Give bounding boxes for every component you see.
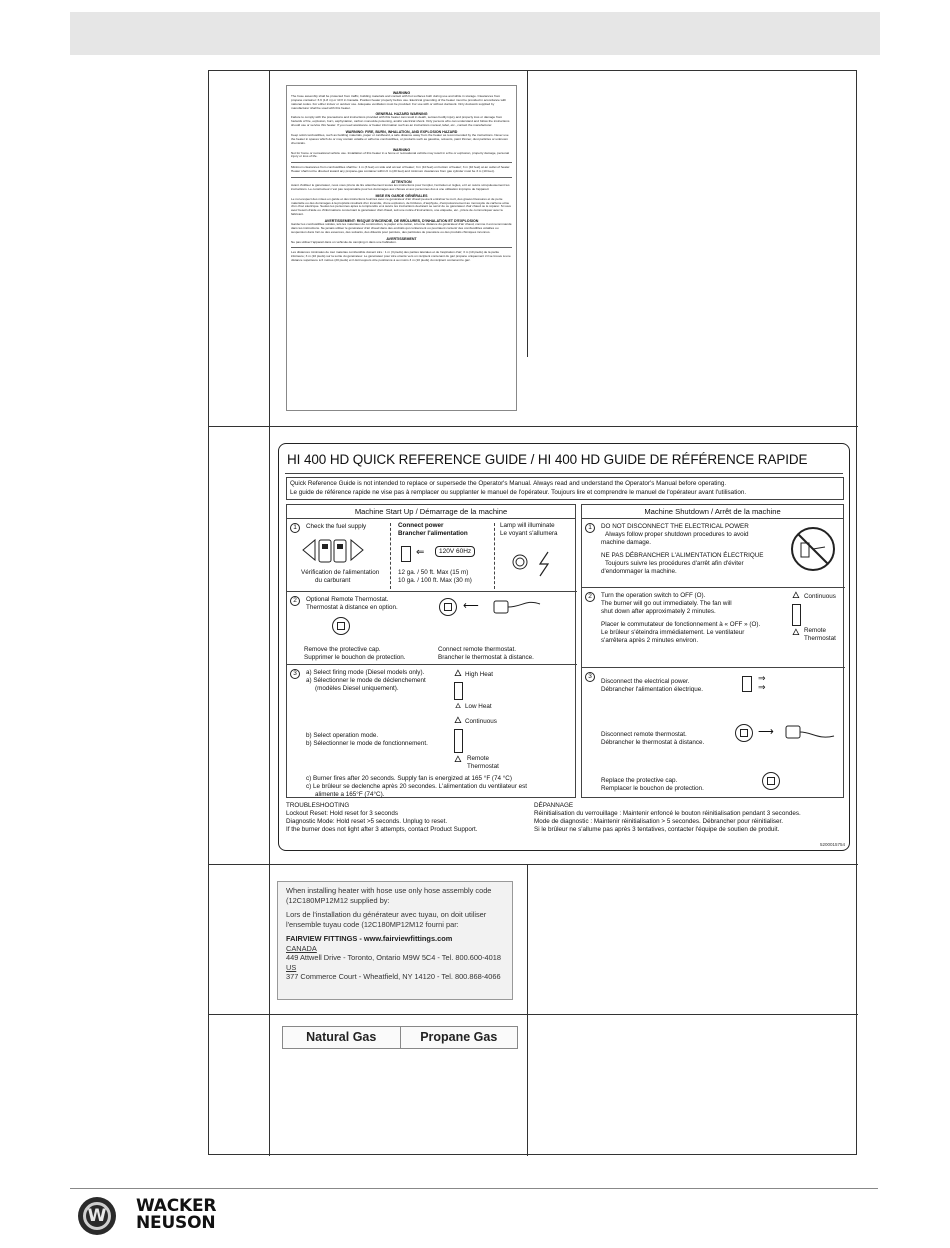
- fuel-tank-icon: [301, 535, 371, 565]
- startup-header: Machine Start Up / Démarrage de la machine: [287, 505, 575, 519]
- no-unplug-icon: [789, 525, 837, 573]
- unplug-arrows-icon: ⇒ ⇒: [758, 673, 766, 692]
- contact-support-text: If the burner does not light after 3 attempts, contact Product Support.: [286, 826, 478, 833]
- mise-en-garde-title: MISE EN GARDE GÉNÉRALES: [375, 193, 428, 198]
- burner-fires-fr-2: alimente a 165°F (74°C).: [315, 791, 385, 798]
- operation-switch-icon: [454, 729, 463, 753]
- qrg-title: HI 400 HD QUICK REFERENCE GUIDE / HI 400 HD GUIDE DE RÉFÉRENCE RAPIDE: [287, 452, 808, 467]
- us-heading: US: [286, 962, 297, 972]
- connect-thermostat-fr: Brancher le thermostat à distance.: [438, 654, 534, 661]
- continuous-label: Continuous: [804, 593, 836, 600]
- flame-icon: 🜂: [454, 715, 462, 725]
- separator: [291, 177, 512, 178]
- arrow-right-icon: ⟶: [758, 726, 774, 738]
- connect-thermostat-label: Connect remote thermostat.: [438, 646, 517, 653]
- shutdown-advice-1: Always follow proper shutdown procedures to avoid: [605, 531, 749, 538]
- thermostat-option-fr: Thermostat à distance en option.: [306, 604, 398, 611]
- shutdown-advice-2: machine damage.: [601, 539, 652, 546]
- canada-heading: CANADA: [286, 943, 317, 953]
- intro-french: Le guide de référence rapide ne vise pas à remplacer ou supplanter le manuel de l'opérateur. Toujours lire et comprendre le manuel de l'opérateur avant l'utilisation.: [290, 489, 747, 496]
- burner-out-fr: Le brûleur s'éteindra immédiatement. Le ventilateur: [601, 629, 745, 636]
- thermostat-flame-icon: 🜂: [454, 754, 462, 764]
- avertissement-title: AVERTISSEMENT: [386, 236, 417, 241]
- step-number: 2: [290, 596, 300, 606]
- quick-reference-guide: [278, 443, 850, 851]
- label-table: [208, 70, 857, 1155]
- separator: [291, 247, 512, 248]
- burner-fires-fr-1: c) Le brûleur se declenche après 20 secondes. L'alimentation du ventilateur est: [306, 783, 528, 790]
- lockout-reset-fr: Réinitialisation du verrouillage : Maintenir enfoncé le bouton réinitialisation pendant 3 secondes.: [534, 810, 801, 817]
- protective-cap-icon: [332, 617, 350, 635]
- divider: [285, 473, 843, 474]
- replace-cap-fr: Remplacer le bouchon de protection.: [601, 785, 704, 792]
- label-part-number: 5200015754: [819, 842, 845, 847]
- thermostat-port-icon: [439, 598, 457, 616]
- high-heat-label: High Heat: [465, 671, 494, 678]
- plug-arrow-icon: ⇐: [416, 547, 425, 558]
- general-hazard-title: GENERAL HAZARD WARNING: [375, 112, 428, 117]
- warning-text: The hose assembly shall be protected from traffic, building materials and contact with hot surfaces both during use and while in storage. Clearances from propane container: 6 ft (1.8 m) or 10 ft in Canada. Position heater properly before use. Electrical grounding of the heater must be provided in accordance with national codes. For either indoor or outdoor use. Adequate ventilation must be provided. For use with or without ductwork. Only ductwork supplied by manufacturer shall be used with this heater.: [291, 94, 507, 110]
- row-divider-2: [209, 864, 858, 865]
- firing-mode-fr-2: (modèles Diesel uniquement).: [315, 685, 399, 692]
- attention-title: ATTENTION: [391, 180, 412, 185]
- arrow-left-icon: ⟵: [463, 600, 479, 612]
- divider: [494, 523, 495, 589]
- wacker-neuson-logo-icon: W: [78, 1197, 116, 1235]
- fuel-check-label: Check the fuel supply: [306, 523, 367, 530]
- step-number: 3: [585, 672, 595, 682]
- firing-switch-icon: [454, 682, 463, 700]
- fuel-check-fr-1: Vérification de l'alimentation: [301, 569, 380, 576]
- troubleshooting-title: TROUBLESHOOTING: [286, 802, 350, 809]
- startup-step-1: [287, 519, 577, 592]
- hose-instruction-fr-2: l'ensemble tuyau code (12C180MP12M12 fourni par:: [286, 919, 459, 929]
- gas-type-label: [282, 1026, 518, 1049]
- lamp-icon: [512, 550, 566, 578]
- avertissement-text: Ne pas utiliser l'appareil dans un véhicule de camping ni dans une habitation.: [291, 239, 397, 244]
- canada-address: 449 Attwell Drive - Toronto, Ontario M9W 5C4 - Tel. 800.600-4018: [286, 953, 501, 962]
- connect-power-fr: Brancher l'alimentation: [398, 530, 468, 537]
- row-divider-1: [209, 426, 858, 427]
- diagnostic-mode-text: Diagnostic Mode: Hold reset >5 seconds. Unplug to reset.: [286, 818, 448, 825]
- shutdown-advice-fr-2: d'endommager la machine.: [601, 568, 677, 575]
- low-heat-label: Low Heat: [465, 703, 492, 710]
- disconnect-power-label: Disconnect the electrical power.: [601, 678, 690, 685]
- step-number: 3: [290, 669, 300, 679]
- qrg-intro: [286, 477, 844, 500]
- thermostat-label: Thermostat: [467, 763, 499, 770]
- ne-pas-debrancher-label: NE PAS DÉBRANCHER L'ALIMENTATION ÉLECTRIQUE: [601, 552, 764, 559]
- shutdown-advice-fr-1: Toujours suivre les procédures d'arrêt afin d'éviter: [605, 560, 744, 567]
- disconnect-power-fr: Débrancher l'alimentation électrique.: [601, 686, 704, 693]
- natural-gas-label: Natural Gas: [306, 1030, 377, 1044]
- flame-icon: 🜂: [792, 590, 800, 600]
- mise-en-garde-text: Le non-respect des mises en garde et des instructions fournies avec ce générateur d'air chaud peuvent entraîner la mort, des graves blessures et de perte matérielle ou des dommages à la propriété résultant d'un incendie, d'une explosion, de brûlures, d'asphyxie, d'empoisonnement au monoxyde de carbone et/ou d'un choc électrique. Seules les personnes aptes à comprendre et à suivre les instructions devraient se servir de ce générateur d'air chaud ou le réparer. Si vous avez besoin d'aide ou d'informations concernant le générateur d'air chaud, soit une notice d'instructions, une étiquette, etc., prière de communiquer avec le fabricant.: [291, 196, 511, 217]
- troubleshooting: [286, 802, 844, 831]
- thermostat-plug-icon: [782, 720, 842, 744]
- fire-hazard-text: Keep solid combustibles, such as building materials, paper or cardboard, a safe distance away from the heater as recommended by the instructions. Never use the heater in spaces which do or may contain volatile or airborne combustibles, or products such as gasoline, solvents, paint thinner, dust particles or unknown chemicals.: [291, 133, 509, 145]
- fan-shutdown-label: shut down after approximately 2 minutes.: [601, 608, 716, 615]
- remote-label: Remote: [467, 755, 490, 762]
- firing-mode-fr-1: a) Sélectionner le mode de déclenchement: [306, 677, 426, 684]
- brand-line-1: WACKER: [136, 1196, 217, 1216]
- cord-spec-1: 12 ga. / 50 ft. Max (15 m): [398, 569, 469, 576]
- row-divider-3: [209, 1014, 858, 1015]
- hose-instruction-fr-1: Lors de l'installation du générateur avec tuyau, on doit utiliser: [286, 910, 487, 919]
- rv-warning-text: Not for home or recreational vehicle use. Installation of this heater in a home or recreational vehicle may result in a fire or explosion, property damage, personal injury or loss of life.: [291, 150, 510, 159]
- thermostat-plug-icon: [492, 596, 552, 618]
- turn-off-fr: Placer le commutateur de fonctionnement à « OFF » (O).: [601, 621, 761, 628]
- startup-step-3: [287, 665, 577, 799]
- column-divider-left: [269, 71, 270, 1156]
- warning-title: WARNING: [392, 91, 411, 95]
- hose-instruction-1: When installing heater with hose use only hose assembly code: [286, 886, 492, 895]
- rv-warning-title: WARNING: [392, 147, 411, 152]
- lockout-reset-text: Lockout Reset: Hold reset for 3 seconds: [286, 810, 399, 817]
- footer-rule: [70, 1188, 878, 1189]
- thermostat-port-icon: [735, 724, 753, 742]
- step-number: 2: [585, 592, 595, 602]
- depannage-title: DÉPANNAGE: [534, 802, 574, 809]
- header-band: [70, 12, 880, 55]
- remove-cap-fr: Supprimer le bouchon de protection.: [304, 654, 406, 661]
- voltage-badge: 120V 60Hz: [435, 546, 475, 557]
- operation-mode-label: b) Select operation mode.: [306, 732, 379, 739]
- remote-label: Remote: [804, 627, 827, 634]
- avertissement-risque-text: Garder les combustibles solides, tels les matériaux de construction, le papier et le carton, à bonne distance du générateur d'air chaud, comme il est recommandé dans les instructions. Ne jamais utiliser le générateur d'air chaud dans des endroits qui contiennent ou pourraient contenir des combustibles volatiles ou suspension dans l'air ou des essences, des solvants, des diluants pour peinture, des particules de poussière ou des produits chimiques inconnus.: [291, 222, 512, 234]
- column-divider-right-row1: [527, 71, 528, 357]
- operation-mode-fr: b) Sélectionner le mode de fonctionnement.: [306, 740, 428, 747]
- divider: [390, 523, 391, 589]
- brand-name: [136, 1198, 216, 1232]
- hose-fittings-label: [277, 881, 513, 1000]
- attention-text: Avant d'utiliser le générateur, nous vous prions de lire attentivement toutes les instructions pour l'emploi, l'entretien et règles, et il en suivre scrupuleusement les instructions. Le constructeur n'est pas responsable pour les dommages aux choses et aux personnes dus à une utilisation impropre de l'appareil.: [291, 183, 510, 191]
- thermostat-label: Thermostat: [804, 635, 836, 642]
- column-divider-right-row3: [527, 864, 528, 1156]
- do-not-disconnect-label: DO NOT DISCONNECT THE ELECTRICAL POWER: [601, 523, 749, 530]
- startup-step-2: [287, 592, 577, 665]
- warning-label: [286, 85, 517, 411]
- flame-small-icon: 🜂: [455, 703, 462, 710]
- outlet-icon: [401, 546, 411, 562]
- thermostat-flame-icon: 🜂: [792, 627, 800, 637]
- protective-cap-icon: [762, 772, 780, 790]
- turn-off-label: Turn the operation switch to OFF (O).: [601, 592, 706, 599]
- operation-switch-icon: [792, 604, 801, 626]
- startup-pane: [286, 504, 576, 798]
- contact-support-fr: Si le brûleur ne s'allume pas après 3 tentatives, contacter l'équipe de soutien de produit.: [534, 826, 780, 833]
- firing-mode-label: a) Select firing mode (Diesel models only).: [306, 669, 425, 676]
- propane-gas-label: Propane Gas: [400, 1027, 518, 1048]
- cord-spec-2: 10 ga. / 100 ft. Max (30 m): [398, 577, 472, 584]
- flame-icon: 🜂: [454, 668, 462, 678]
- shutdown-step-3: [582, 668, 845, 799]
- shutdown-header: Machine Shutdown / Arrêt de la machine: [582, 505, 843, 519]
- shutdown-pane: [581, 504, 844, 798]
- disconnect-thermostat-fr: Débrancher le thermostat à distance.: [601, 739, 705, 746]
- avertissement-risque-title: AVERTISSEMENT: RISQUE D'INCENDIE, DE BRÛLURES, D'INHALATION ET D'EXPLOSION: [324, 219, 479, 224]
- intro-english: Quick Reference Guide is not intended to replace or supersede the Operator's Manual. Always read and understand the Operator's Manual before operating.: [290, 480, 727, 487]
- brand-line-2: NEUSON: [136, 1213, 216, 1233]
- lamp-label-fr: Le voyant s'allumera: [500, 530, 558, 537]
- outlet-icon: [742, 676, 752, 692]
- separator: [291, 162, 512, 163]
- supplier-name: FAIRVIEW FITTINGS - www.fairviewfittings.com: [286, 934, 453, 943]
- shutdown-step-2: [582, 588, 845, 668]
- step-number: 1: [290, 523, 300, 533]
- distances-text: Les distances minimales de tout matériau combustible doivent être : 1 m (3 pieds) des parties latérales et de l'aspiration d'air; 3 m (10 pieds) de la partie inférieure; 3 m (10 pieds) sur la sortie du générateur. Le générateur pour être orienté vers un récipient contenant du gaz propane uniquement s'il se trouve à une distance supérieure à 6 mètres (20 pieds) et il doit toujours être positionné à au moins 3 m (10 pieds) du récipient contenant le gaz.: [291, 249, 511, 262]
- us-address: 377 Commerce Court - Wheatfield, NY 14120 - Tel. 800.868-4066: [286, 972, 501, 981]
- replace-cap-label: Replace the protective cap.: [601, 777, 678, 784]
- connect-power-label: Connect power: [398, 522, 444, 529]
- remove-cap-label: Remove the protective cap.: [304, 646, 381, 653]
- shutdown-step-1: [582, 519, 845, 588]
- fuel-check-fr-2: du carburant: [315, 577, 351, 584]
- clearances-text: Minimum clearances from combustibles shall be: 1 m (3 feet) on side and at rear of heater; 3 m (10 feet) on bottom of heater; 3 m (10 feet) at an outlet of heater. Heater shall not be directed toward any propane-gas container within 6 m (20 feet) and minimum clearances from gas cylinder must be 3 m (10 feet).: [291, 164, 511, 173]
- fire-hazard-title: WARNING: FIRE, BURN, INHALATION, AND EXPLOSION HAZARD: [345, 130, 458, 135]
- step-number: 1: [585, 523, 595, 533]
- hose-instruction-2: (12C180MP12M12 supplied by:: [286, 895, 390, 905]
- burner-out-label: The burner will go out immediately. The fan will: [601, 600, 732, 607]
- thermostat-option-label: Optional Remote Thermostat.: [306, 596, 389, 603]
- diagnostic-mode-fr: Mode de diagnostic : Maintenir réinitialisation > 5 secondes. Débrancher pour réinitialiser.: [534, 818, 784, 825]
- disconnect-thermostat-label: Disconnect remote thermostat.: [601, 731, 687, 738]
- fan-shutdown-fr: s'arrêtera après 2 minutes environ.: [601, 637, 699, 644]
- general-hazard-text: Failure to comply with the precautions and instructions provided with this heater can result in death, serious bodily injury and property loss or damage from hazards of fire, explosion, burn, asphyxiation, carbon monoxide poisoning, and/or electrical shock. Only persons who can understand and follow the instructions should use or service this heater. If you need assistance or heater information such as an instructions manual, label, etc., contact the manufacturer.: [291, 115, 510, 128]
- lamp-label: Lamp will illuminate: [500, 522, 555, 529]
- continuous-label: Continuous: [465, 718, 497, 725]
- burner-fires-label: c) Burner fires after 20 seconds. Supply fan is energized at 165 °F (74 °C): [306, 775, 512, 782]
